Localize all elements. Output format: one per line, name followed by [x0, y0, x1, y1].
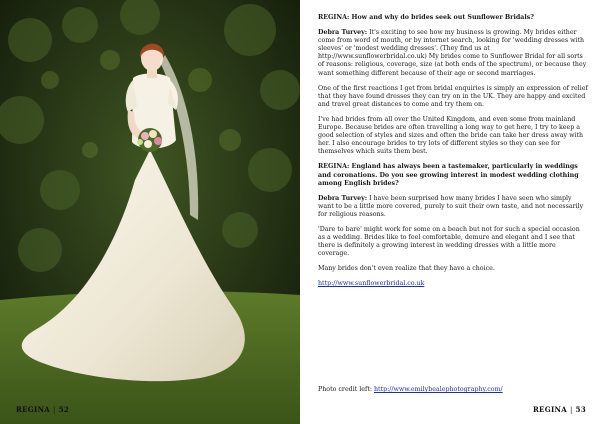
page-number: 52 — [58, 405, 70, 414]
paragraph-dare-to-bare: 'Dare to bare' might work for some on a beach but not for such a special occasion as a wedding. Brides like to feel comfortable, demure and elegant and I see that there is definitely a growing interest in wedding dresses with a little more coverage. — [318, 225, 580, 258]
paragraph-brides-travel: I've had brides from all over the United Kingdom, and even some from mainland Europe. Because brides are often travelling a long way to get here, I try to keep a good selection of styles and sizes and often the bride can take her dress away with her. I also encourage brides to try lots of different styles so they can see for themselves which suits them best. — [318, 115, 584, 156]
right-page — [300, 0, 600, 424]
interview-answer-1 — [318, 29, 588, 78]
speaker-label: Debra Turvey: — [318, 29, 368, 37]
folio-separator: | — [569, 406, 573, 414]
page-folio-left — [16, 405, 69, 414]
interview-question-1: REGINA: How and why do brides seek out Sunflower Bridals? — [318, 14, 534, 21]
interview-question-2: REGINA: England has always been a tastemaker, particularly in weddings and coronations. Do you see growing interest in modest wedding clothing among English brides? — [318, 163, 579, 187]
folio-magazine-name: REGINA — [532, 405, 567, 414]
folio-magazine-name: REGINA — [16, 405, 51, 414]
photo-credit-link[interactable]: http://www.emilybealephotography.com/ — [373, 386, 503, 393]
page-number: 53 — [575, 405, 586, 414]
interview-answer-2 — [318, 195, 588, 219]
paragraph-choice: Many brides don't even realize that they have a choice. — [318, 265, 495, 273]
sunflower-bridal-link[interactable]: http://www.sunflowerbridal.co.uk — [318, 280, 425, 288]
interview-article — [318, 14, 588, 296]
answer-text: It's exciting to see how my business is growing. My brides either come from word of mouth, or by internet search, looking for 'wedding dresses with sleeves' or 'modest wedding dresses'. (They find us at http://www.sunflowerbridal.co.uk) My brides come to Sunflower Bridal for all sorts of reasons: religious, coverage, size (at both ends of the spectrum), or because they want something different because of their age or second marriages. — [318, 29, 587, 77]
answer-text: I have been surprised how many brides I have seen who simply want to be a little more covered, purely to suit their own taste, and not necessarily for religious reasons. — [318, 194, 584, 218]
paragraph-relief: One of the first reactions I get from bridal enquiries is simply an expression of relief that they have found dresses they can try on in the UK. They are happy and excited and travel great distances to come and try them on. — [318, 84, 588, 108]
speaker-label: Debra Turvey: — [318, 194, 368, 202]
folio-separator: | — [53, 406, 56, 414]
page-folio-right — [533, 405, 586, 414]
photo-credit — [318, 386, 503, 393]
photo-credit-label: Photo credit left: — [318, 386, 374, 393]
